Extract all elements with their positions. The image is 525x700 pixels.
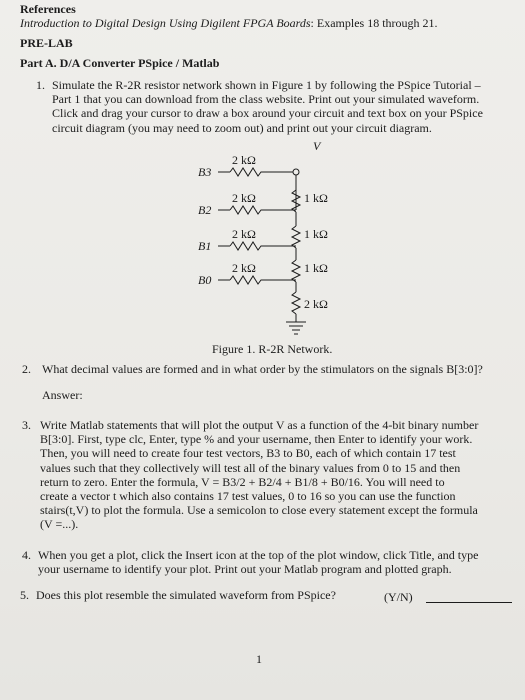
- reference-line: [20, 16, 438, 30]
- output-node: [293, 169, 299, 175]
- q5-text: Does this plot resemble the simulated waveform from PSpice?: [36, 588, 336, 602]
- label-2k: 2 kΩ: [232, 227, 256, 241]
- answer-label: Answer:: [42, 388, 83, 402]
- part-a-heading: Part A. D/A Converter PSpice / Matlab: [20, 56, 220, 70]
- v-label: V: [313, 139, 321, 153]
- resistor-2k-b0: [230, 276, 296, 284]
- r2r-network-diagram: [180, 134, 360, 340]
- resistor-2k-b1: [230, 242, 296, 250]
- q4-line: When you get a plot, click the Insert icon at the top of the plot window, click Title, and type: [38, 548, 479, 562]
- resistor-2k-b2: [230, 206, 296, 214]
- q3-text: [40, 418, 478, 532]
- label-b3: B3: [198, 165, 212, 179]
- label-1k: 1 kΩ: [304, 191, 328, 205]
- figure-caption: Figure 1. R-2R Network.: [212, 342, 333, 356]
- page-number: 1: [256, 652, 262, 666]
- prelab-heading: PRE-LAB: [20, 36, 73, 50]
- q1-line: Click and drag your cursor to draw a box around your circuit and text box on your PSpice: [52, 106, 483, 121]
- label-2k: 2 kΩ: [232, 153, 256, 167]
- q3-line: B[3:0]. First, type clc, Enter, type % and your username, then Enter to identify your work.: [40, 432, 473, 447]
- q1-text: [52, 78, 483, 135]
- resistor-2k-ground: [292, 292, 300, 314]
- reference-rest: : Examples 18 through 21.: [310, 16, 438, 30]
- q2-number: 2.: [22, 362, 31, 376]
- q1-line: Simulate the R-2R resistor network shown in Figure 1 by following the PSpice Tutorial –: [52, 78, 481, 92]
- label-2k-ground: 2 kΩ: [304, 297, 328, 311]
- q3-line: return to zero. Enter the formula, V = B3/2 + B2/4 + B1/8 + B0/16. You will need to: [40, 474, 445, 489]
- resistor-1k-3: [292, 260, 300, 282]
- label-b1: B1: [198, 239, 212, 253]
- label-2k: 2 kΩ: [232, 261, 256, 275]
- yn-label: (Y/N): [384, 590, 413, 604]
- label-1k: 1 kΩ: [304, 227, 328, 241]
- q3-number: 3.: [22, 418, 31, 432]
- q3-line: stairs(t,V) to plot the formula. Use a semicolon to close every statement except the formula: [40, 503, 478, 518]
- q1-line: Part 1 that you can download from the class website. Print out your simulated waveform.: [52, 92, 480, 107]
- q3-line: Then, you will need to create four test vectors, B3 to B0, each of which contain 17 test: [40, 446, 456, 461]
- q1-number: 1.: [36, 78, 45, 92]
- q4-number: 4.: [22, 548, 31, 562]
- label-2k: 2 kΩ: [232, 191, 256, 205]
- q4-line: your username to identify your plot. Print out your Matlab program and plotted graph.: [38, 562, 452, 577]
- q3-line: create a vector t which also contains 17 test values, 0 to 16 so you can use the function: [40, 489, 456, 504]
- reference-title: Introduction to Digital Design Using Digilent FPGA Boards: [20, 16, 311, 30]
- references-heading: References: [20, 2, 76, 16]
- q2-text: What decimal values are formed and in what order by the stimulators on the signals B[3:0]?: [42, 362, 483, 376]
- q3-line: (V =...).: [40, 517, 79, 532]
- label-b0: B0: [198, 273, 212, 287]
- resistor-1k-2: [292, 226, 300, 248]
- q1-line: circuit diagram (you may need to zoom out) and print out your circuit diagram.: [52, 120, 432, 135]
- q3-line: values such that they collectively will test all of the binary values from 0 to 15 and then: [40, 460, 461, 475]
- label-1k: 1 kΩ: [304, 261, 328, 275]
- resistor-2k-b3: [230, 168, 293, 176]
- q3-line: Write Matlab statements that will plot the output V as a function of the 4-bit binary number: [40, 418, 479, 432]
- q5-number: 5.: [20, 588, 29, 602]
- q4-text: [38, 548, 478, 576]
- answer-blank-line[interactable]: [426, 602, 512, 603]
- label-b2: B2: [198, 203, 212, 217]
- ground-icon: [286, 322, 306, 334]
